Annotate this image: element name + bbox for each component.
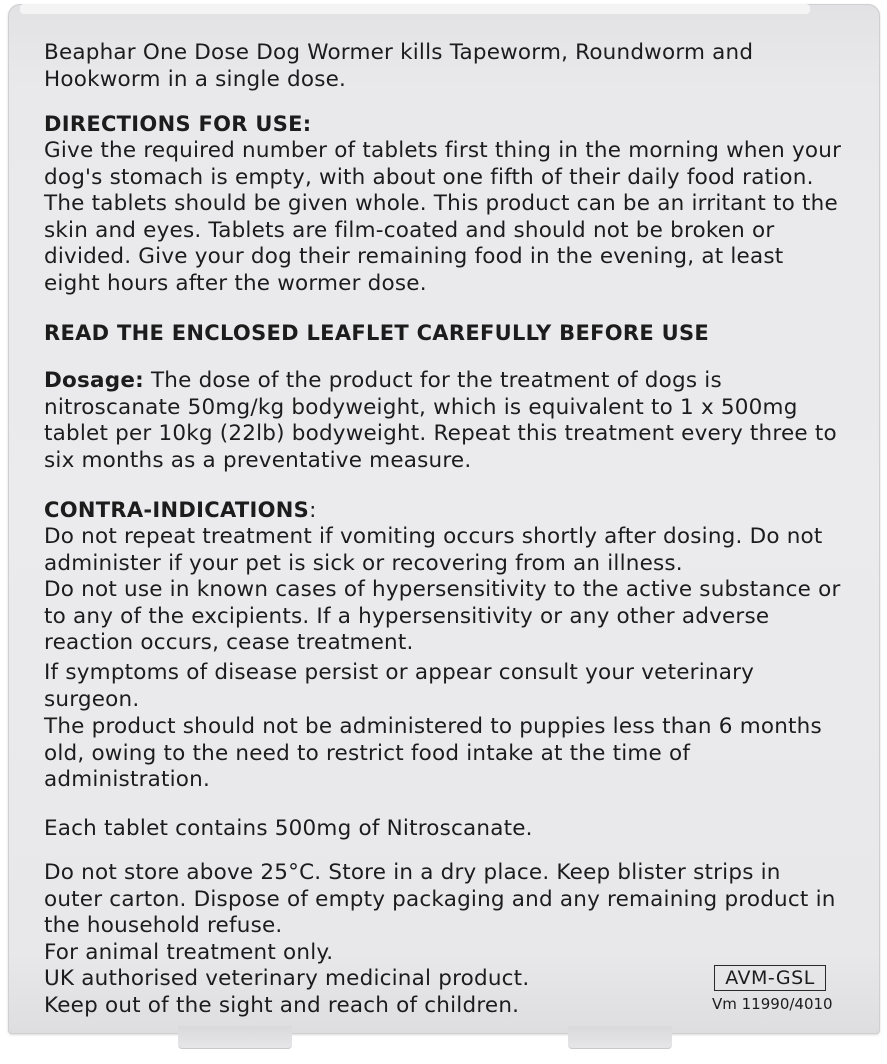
legal-category-badge: AVM-GSL <box>714 965 826 991</box>
carton-top-edge <box>20 4 810 14</box>
tablet-contents: Each tablet contains 500mg of Nitroscanate. <box>44 816 533 841</box>
storage-text: Do not store above 25°C. Store in a dry place. Keep blister strips in outer carton. Dispose of empty packaging and any remaining product in the household refuse. <box>44 860 836 938</box>
dosage-text: The dose of the product for the treatment of dogs is nitroscanate 50mg/kg bodyweight, which is equivalent to 1 x 500mg tablet per 10kg (22lb) bodyweight. Repeat this treatment every three to six months as a preventative measure. <box>44 368 837 473</box>
contra-text-1: Do not repeat treatment if vomiting occurs shortly after dosing. Do not administer if your pet is sick or recovering from an illness. <box>44 524 823 576</box>
legal-category-block <box>710 965 836 1014</box>
carton-bottom-flap-left <box>178 1026 292 1049</box>
dosage-label: Dosage: <box>44 368 144 393</box>
directions-text: Give the required number of tablets first thing in the morning when your dog's stomach is empty, with about one fifth of their daily food ration. The tablets should be given whole. This product can be an irritant to the skin and eyes. Tablets are film-coated and should not be broken or divided. Give your dog their remaining food in the evening, at least eight hours after the wormer dose. <box>44 138 842 296</box>
animal-treatment-only: For animal treatment only. <box>44 940 334 965</box>
contra-heading-line <box>44 497 844 525</box>
contra-heading: CONTRA-INDICATIONS <box>44 498 310 522</box>
contra-heading-colon: : <box>309 498 317 523</box>
dosage-paragraph <box>44 368 844 474</box>
vm-number: Vm 11990/4010 <box>712 995 833 1013</box>
authorised-product: UK authorised veterinary medicinal product. <box>44 966 530 991</box>
intro-text: Beaphar One Dose Dog Wormer kills Tapeworm, Roundworm and Hookworm in a single dose. <box>44 40 754 92</box>
leaflet-notice: READ THE ENCLOSED LEAFLET CAREFULLY BEFORE USE <box>44 321 710 345</box>
keep-out-of-reach: Keep out of the sight and reach of children. <box>44 993 520 1018</box>
contra-text-4: The product should not be administered to puppies less than 6 months old, owing to the need to restrict food intake at the time of administration. <box>44 714 822 792</box>
carton-bottom-flap-right <box>568 1026 672 1049</box>
directions-heading: DIRECTIONS FOR USE: <box>44 112 312 136</box>
contra-text-3: If symptoms of disease persist or appear consult your veterinary surgeon. <box>44 660 755 712</box>
contra-text-2: Do not use in known cases of hypersensitivity to the active substance or to any of the excipients. If a hypersensitivity or any other adverse reaction occurs, cease treatment. <box>44 577 841 655</box>
